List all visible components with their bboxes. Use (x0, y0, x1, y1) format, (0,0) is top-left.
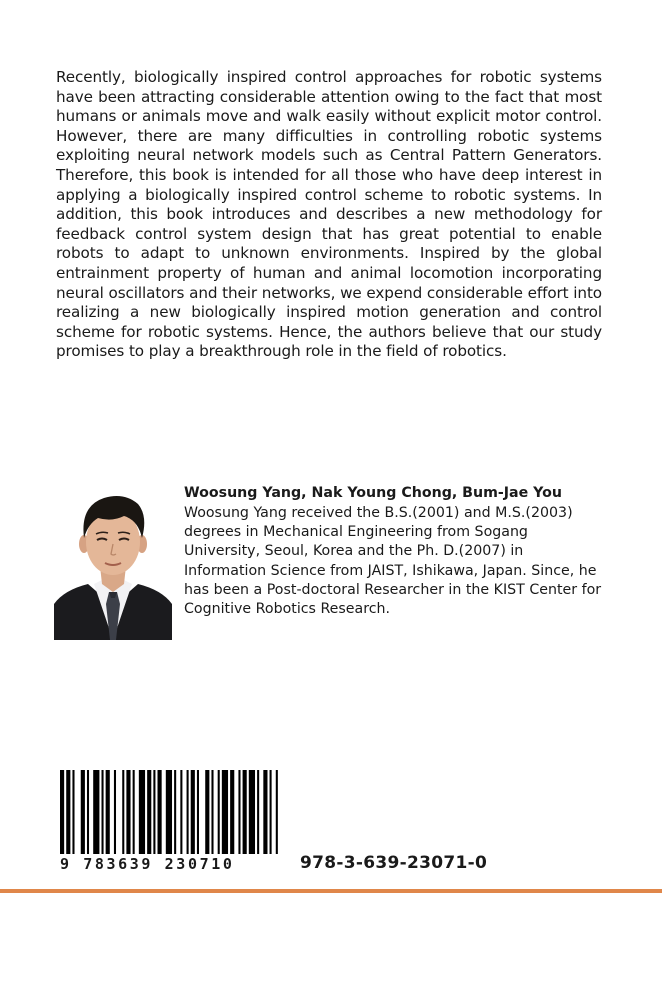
barcode-bar (126, 770, 130, 854)
barcode-bar (218, 770, 220, 854)
barcode-bar (230, 770, 234, 854)
barcode-bar (133, 770, 135, 854)
barcode-bar (106, 770, 110, 854)
barcode-bar (243, 770, 247, 854)
barcode-bar (87, 770, 89, 854)
barcode-bar (211, 770, 213, 854)
barcode-bar (66, 770, 70, 854)
barcode-bar (166, 770, 172, 854)
bottom-rule (0, 889, 662, 893)
barcode-bar (238, 770, 240, 854)
barcode-bar (222, 770, 228, 854)
barcode-bar (81, 770, 85, 854)
barcode-digits: 9 783639 230710 (60, 855, 235, 873)
author-photo (54, 486, 172, 640)
barcode-bar (158, 770, 162, 854)
barcode-bar (270, 770, 272, 854)
author-section (184, 484, 624, 619)
isbn-number: 978-3-639-23071-0 (300, 853, 488, 873)
barcode-bar (93, 770, 99, 854)
barcode-bar (263, 770, 267, 854)
author-names: Woosung Yang, Nak Young Chong, Bum-Jae You (184, 485, 563, 501)
barcode-bar (139, 770, 145, 854)
barcode-bar (197, 770, 199, 854)
barcode-bar (114, 770, 116, 854)
barcode-bar (205, 770, 209, 854)
barcode-bar (180, 770, 182, 854)
barcode-bar (122, 770, 124, 854)
barcode-bar (187, 770, 189, 854)
author-bio: Woosung Yang received the B.S.(2001) and M.S.(2003) degrees in Mechanical Engineering from Sogang University, Seoul, Korea and the Ph. D.(2007) in Information Science from JAIST, Ishikawa, Japan. Since, he has been a Post-doctoral Researcher in the KIST Center for Cognitive Robotics Research. (184, 505, 602, 618)
barcode-bar (102, 770, 104, 854)
barcode-bar (153, 770, 155, 854)
barcode-bar (276, 770, 278, 854)
barcode-bar (60, 770, 64, 854)
barcode-bar (249, 770, 255, 854)
book-description: Recently, biologically inspired control approaches for robotic systems have been attracting considerable attention owing to the fact that most humans or animals move and walk easily without explicit motor control. However, there are many difficulties in controlling robotic systems exploiting neural network models such as Central Pattern Generators. Therefore, this book is intended for all those who have deep interest in applying a biologically inspired control scheme to robotic systems. In addition, this book introduces and describes a new methodology for feedback control system design that has great potential to enable robots to adapt to unknown environments. Inspired by the global entrainment property of human and animal locomotion incorporating neural oscillators and their networks, we expend considerable effort into realizing a new biologically inspired motion generation and control scheme for robotic systems. Hence, the authors believe that our study promises to play a breakthrough role in the field of robotics. (56, 68, 602, 361)
barcode-bar (191, 770, 195, 854)
barcode-bar (174, 770, 176, 854)
barcode-bar (257, 770, 259, 854)
barcode-bar (72, 770, 74, 854)
barcode-bar (147, 770, 151, 854)
